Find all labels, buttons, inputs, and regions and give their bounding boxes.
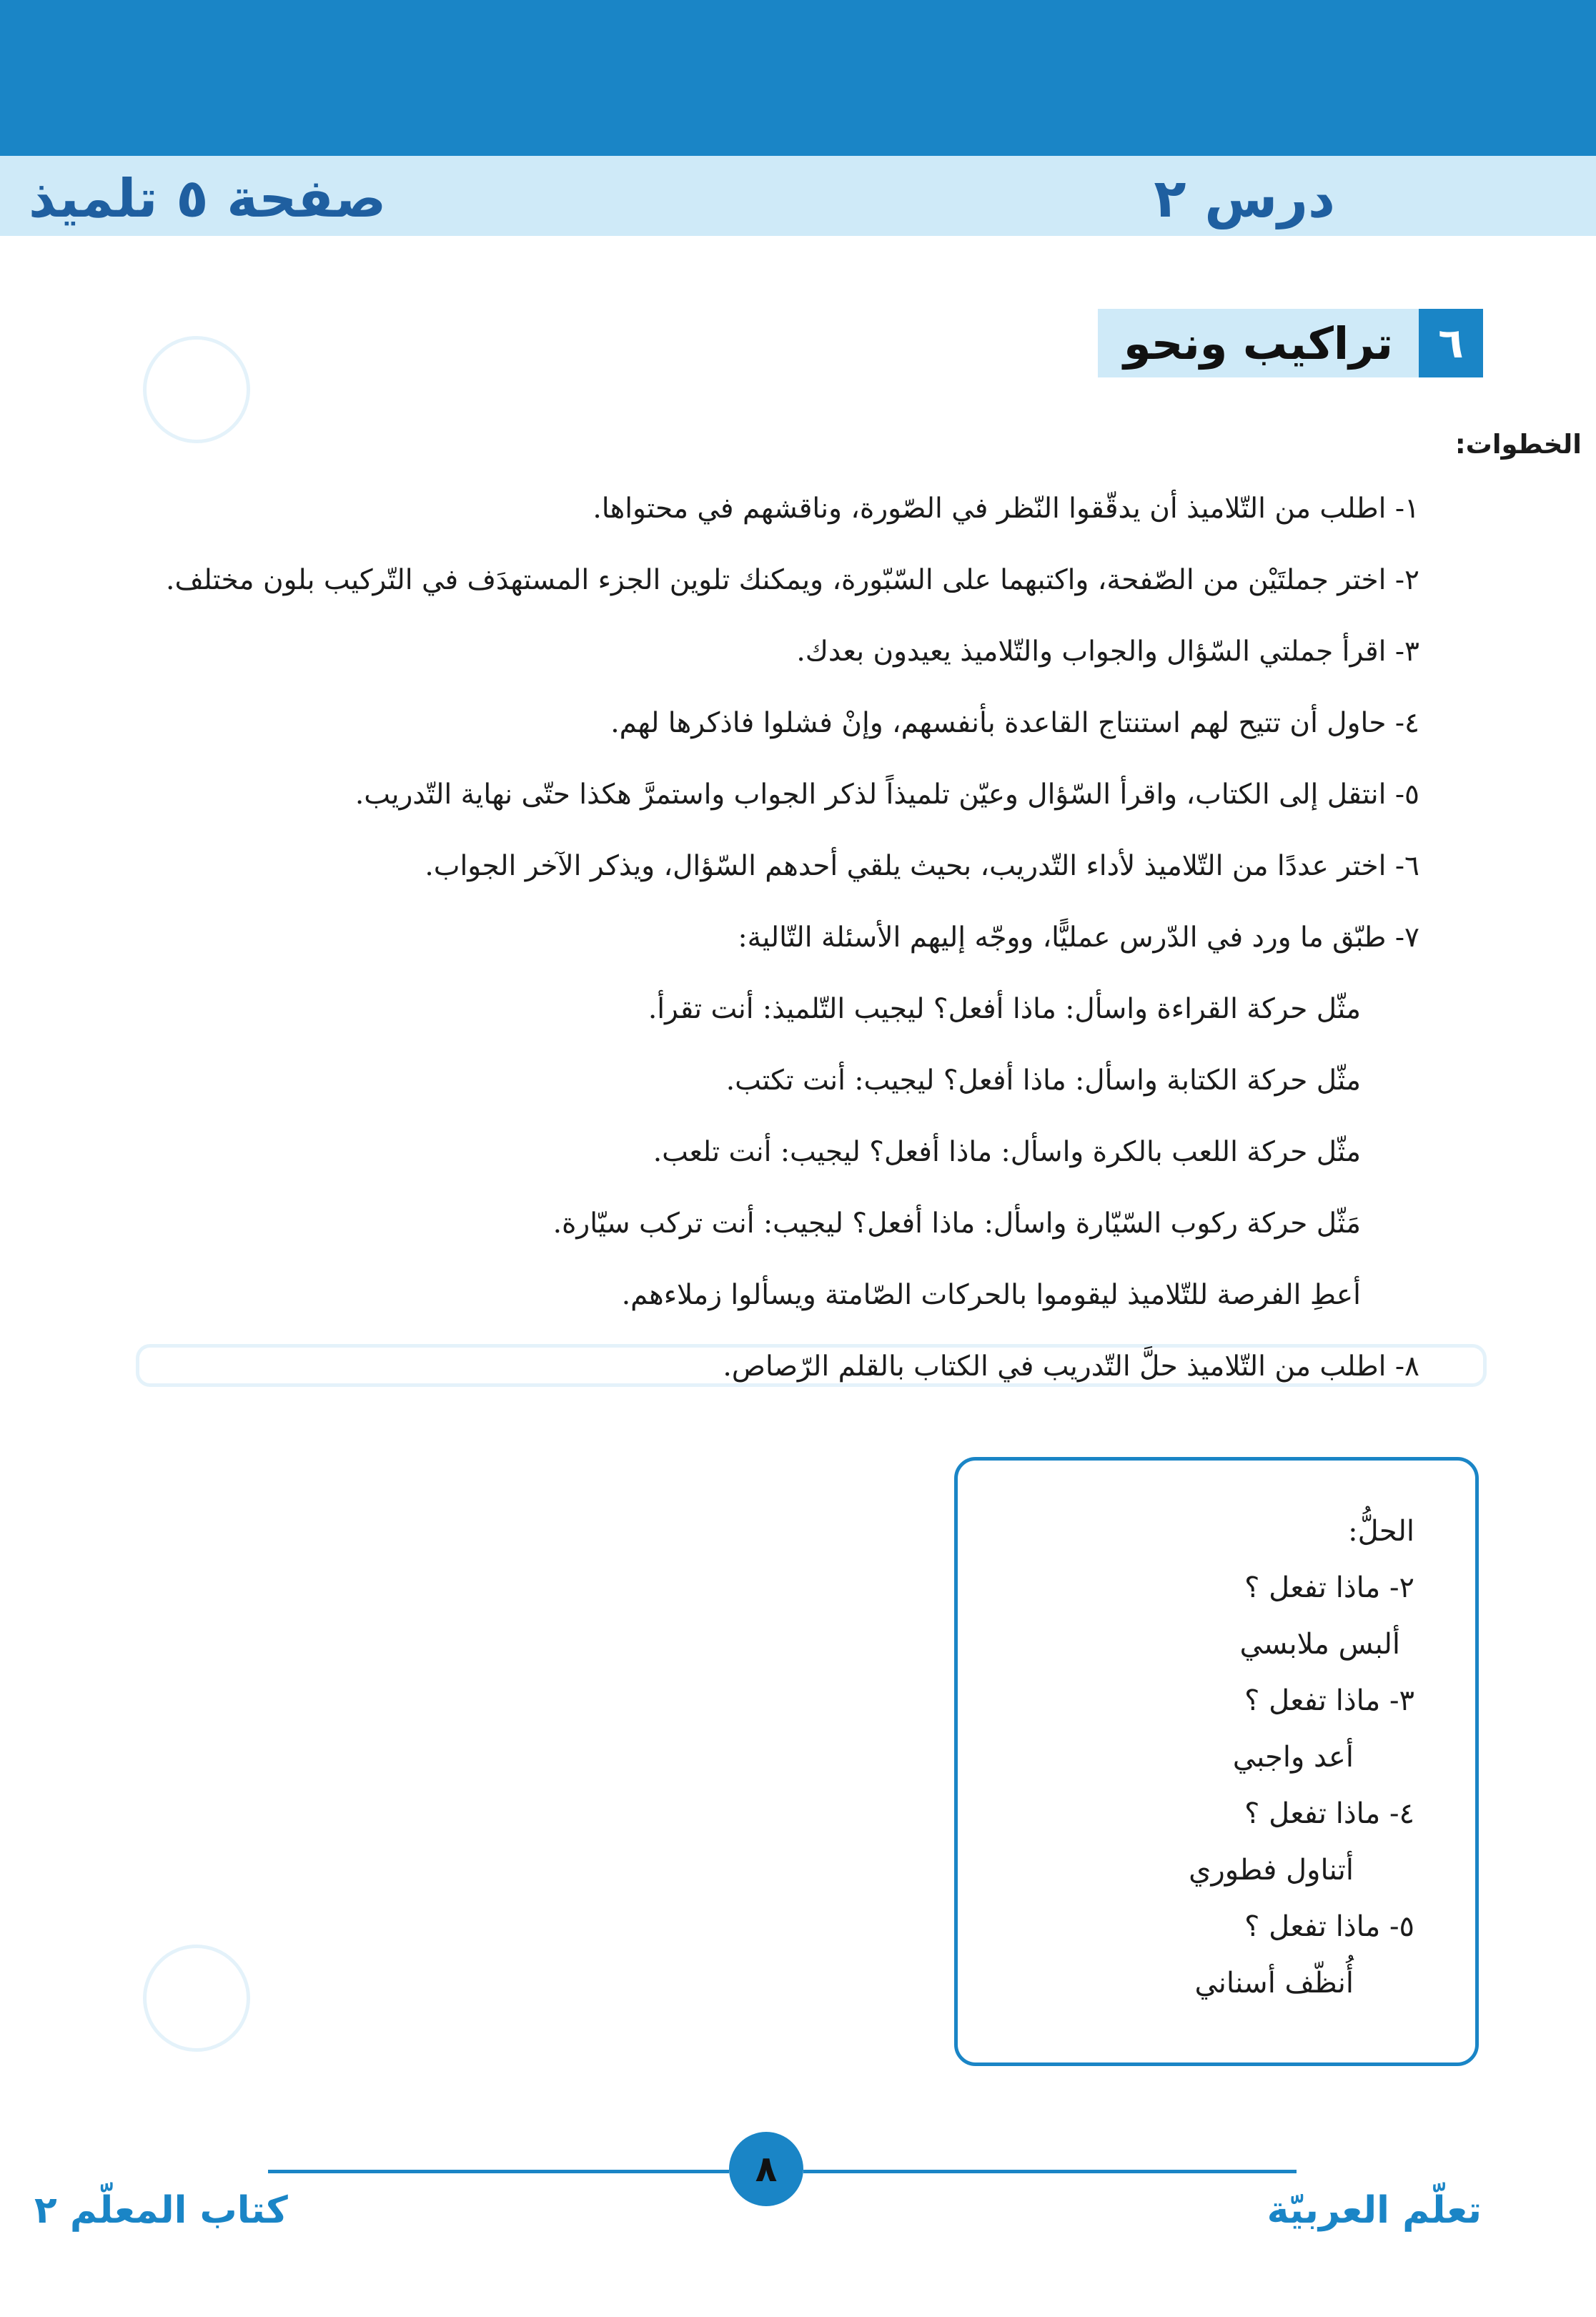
solution-answer: أتناول فطوري (1189, 1854, 1354, 1887)
footer-rule-right (803, 2170, 1297, 2173)
book-part: كتاب المعلّم ٢ (34, 2189, 288, 2232)
solution-question: ٥- ماذا تفعل ؟ (1244, 1910, 1414, 1943)
lesson-title: درس ٢ (1154, 168, 1335, 229)
sub-step-silent: أعطِ الفرصة للتّلاميذ ليقوموا بالحركات الصّامتة ويسألوا زملاءهم. (621, 1279, 1361, 1311)
sub-step-reading: مثّل حركة القراءة واسأل: ماذا أفعل؟ ليجيب التّلميذ: أنت تقرأ. (648, 993, 1361, 1025)
solution-question: ٤- ماذا تفعل ؟ (1244, 1797, 1414, 1830)
steps-heading: الخطوات: (1454, 429, 1582, 460)
section-number-badge: ٦ (1419, 309, 1483, 377)
step-4: ٤- حاول أن تتيح لهم استنتاج القاعدة بأنفسهم، وإنْ فشلوا فاذكرها لهم. (610, 707, 1419, 739)
solution-answer: أُنظّف أسناني (1194, 1967, 1354, 2000)
solution-answer: ألبس ملابسي (1239, 1628, 1400, 1661)
student-page-reference: صفحة ٥ تلميذ (29, 168, 387, 229)
step-8: ٨- اطلب من التّلاميذ حلَّ التّدريب في الكتاب بالقلم الرّصاص. (723, 1350, 1419, 1383)
sub-step-writing: مثّل حركة الكتابة واسأل: ماذا أفعل؟ ليجيب: أنت تكتب. (725, 1064, 1361, 1097)
step-5: ٥- انتقل إلى الكتاب، واقرأ السّؤال وعيّن تلميذاً لذكر الجواب واستمرَّ هكذا حتّى نهاية التّدريب. (355, 779, 1419, 811)
solution-label: الحلُّ: (1348, 1515, 1414, 1548)
solution-answer: أعد واجبي (1232, 1741, 1354, 1774)
sub-step-car: مَثّل حركة ركوب السّيّارة واسأل: ماذا أفعل؟ ليجيب: أنت تركب سيّارة. (552, 1207, 1361, 1240)
sub-step-ball: مثّل حركة اللعب بالكرة واسأل: ماذا أفعل؟ ليجيب: أنت تلعب. (653, 1136, 1361, 1168)
page-number-badge: ٨ (729, 2132, 803, 2206)
instructions (61, 416, 1582, 1403)
book-title: تعلّم العربيّة (1267, 2189, 1482, 2232)
solution-box (954, 1457, 1479, 2066)
step-3: ٣- اقرأ جملتي السّؤال والجواب والتّلاميذ يعيدون بعدك. (796, 636, 1419, 668)
step-2: ٢- اختر جملتَيْن من الصّفحة، واكتبهما على السّبّورة، ويمكنك تلوين الجزء المستهدَف في التّركيب بلون مختلف. (166, 564, 1419, 596)
step-1: ١- اطلب من التّلاميذ أن يدقّقوا النّظر في الصّورة، وناقشهم في محتواها. (593, 493, 1419, 525)
step-7: ٧- طبّق ما ورد في الدّرس عمليًّا، ووجّه إليهم الأسئلة التّالية: (738, 922, 1419, 954)
solution-question: ٢- ماذا تفعل ؟ (1244, 1571, 1414, 1604)
section-heading (1098, 309, 1483, 377)
top-color-band (0, 0, 1596, 156)
footer-rule-left (268, 2170, 729, 2173)
watermark-circle-bottom (143, 1945, 250, 2052)
step-6: ٦- اختر عددًا من التّلاميذ لأداء التّدريب، بحيث يلقي أحدهم السّؤال، ويذكر الآخر الجواب. (425, 850, 1419, 882)
section-title: تراكيب ونحو (1098, 309, 1419, 377)
solution-question: ٣- ماذا تفعل ؟ (1244, 1684, 1414, 1717)
